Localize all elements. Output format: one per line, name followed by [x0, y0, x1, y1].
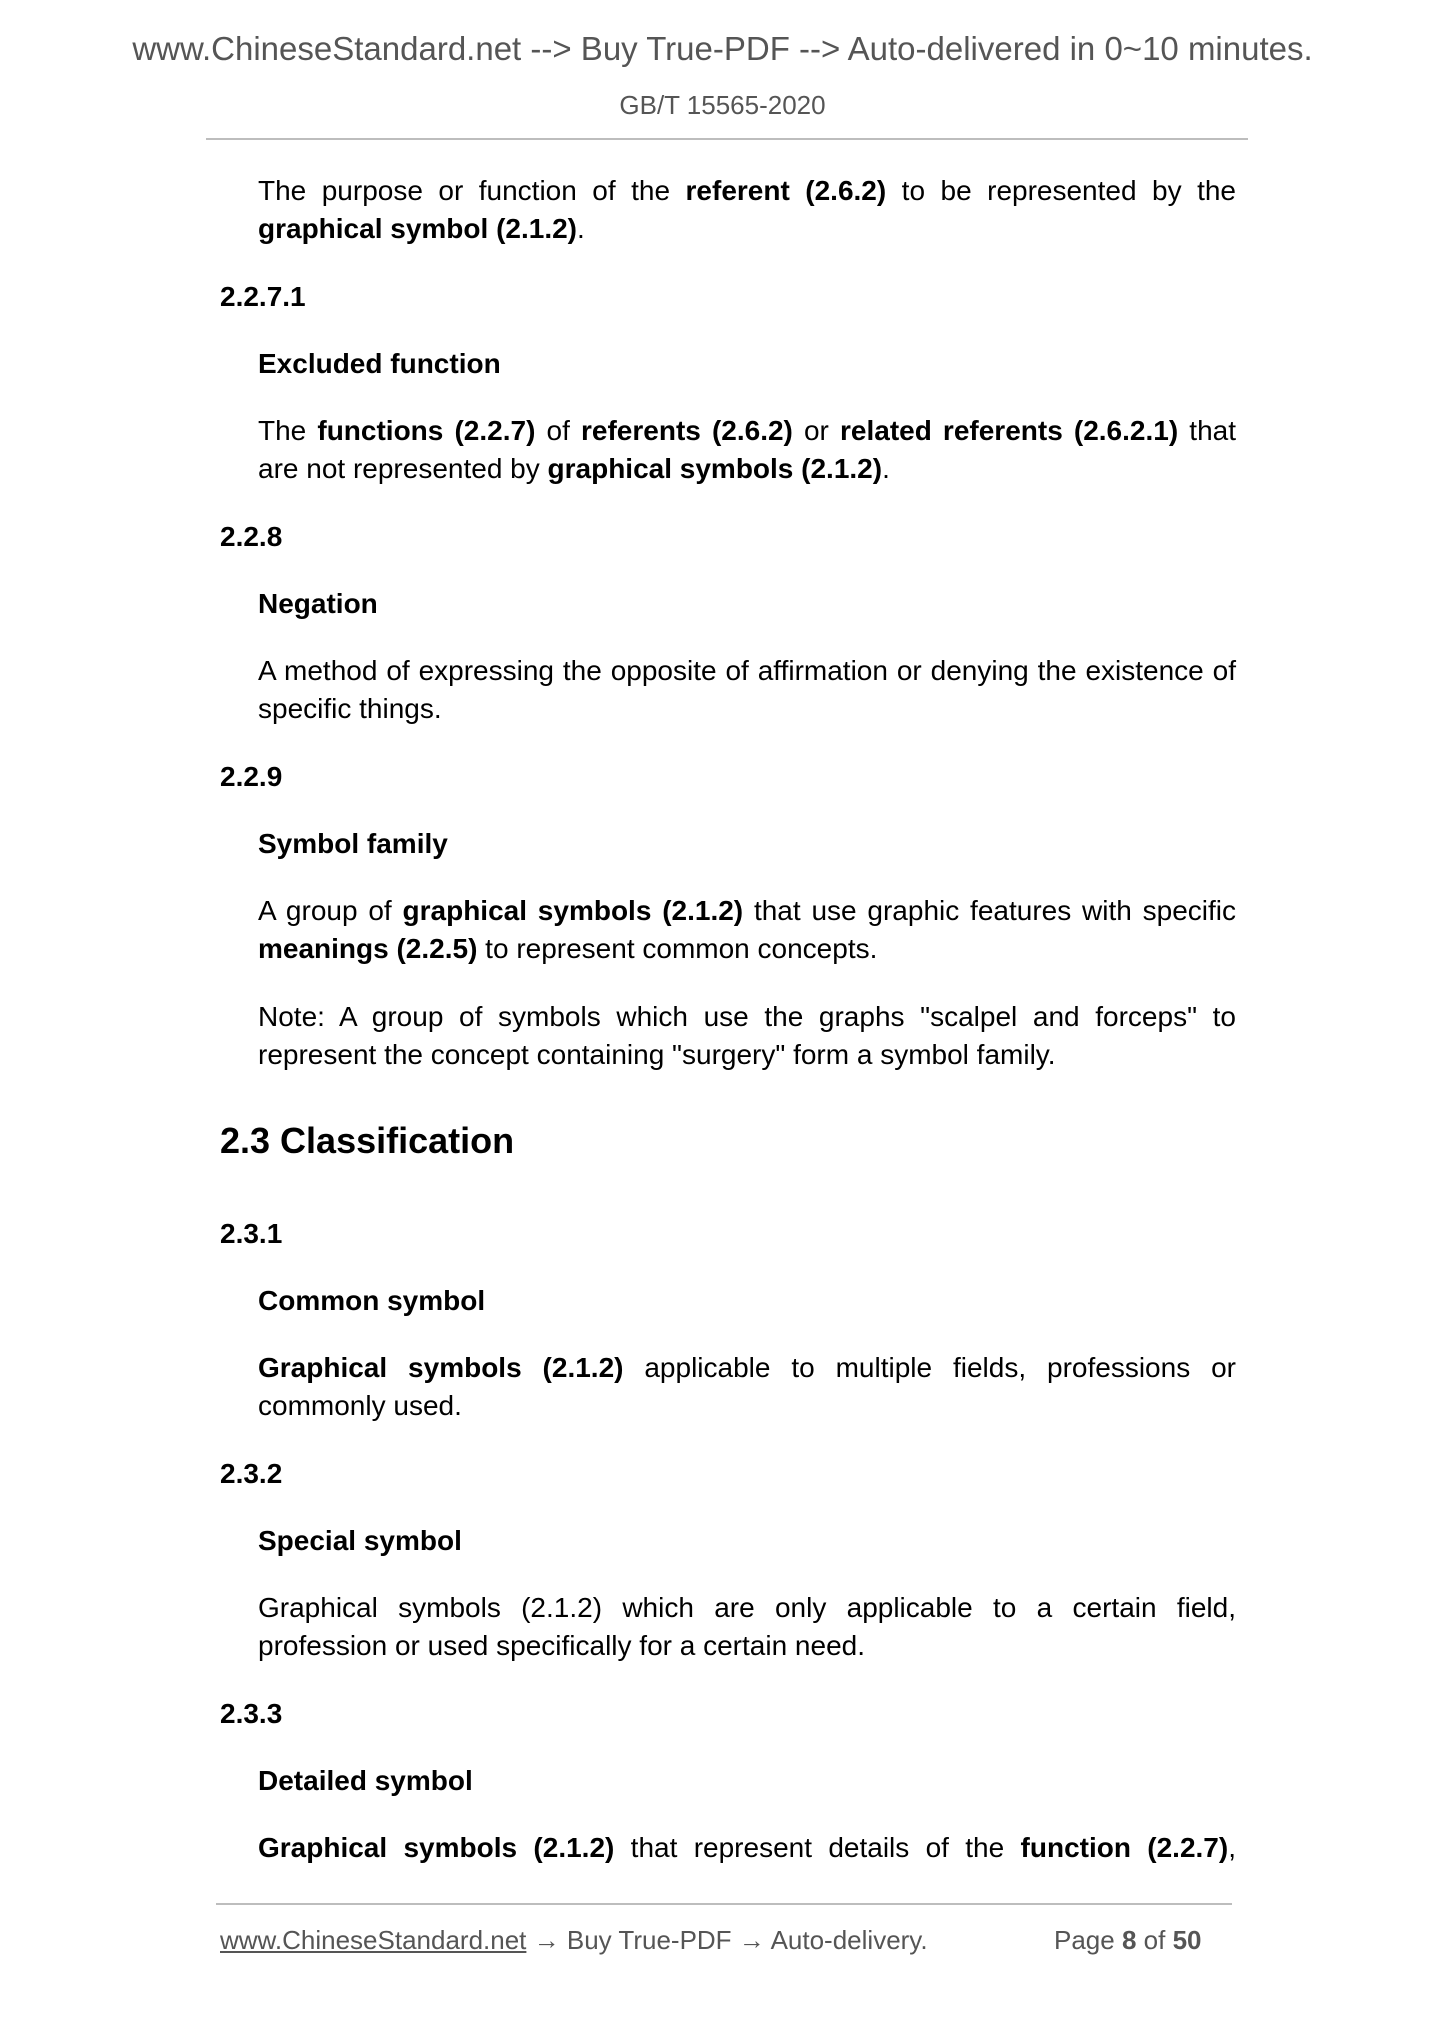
section-heading: 2.3 Classification — [220, 1120, 515, 1161]
term-title: Detailed symbol — [258, 1765, 473, 1796]
footer-divider — [216, 1903, 1232, 1905]
term-title: Symbol family — [258, 828, 448, 859]
clause-number: 2.2.7.1 — [220, 281, 306, 312]
term-definition: A method of expressing the opposite of affirmation or denying the existence of specific things. — [258, 655, 1236, 724]
term-definition: The functions (2.2.7) of referents (2.6.2) or related referents (2.6.2.1) that are not represented by graphical symbols (2.1.2). — [258, 415, 1236, 484]
term-title: Negation — [258, 588, 378, 619]
clause-number: 2.3.2 — [220, 1458, 283, 1489]
footer-site-link[interactable]: www.ChineseStandard.net — [220, 1925, 527, 1955]
footer-promo-text: → Buy True-PDF → Auto-delivery. — [526, 1925, 928, 1955]
term-title: Common symbol — [258, 1285, 486, 1316]
clause-number: 2.3.1 — [220, 1218, 283, 1249]
term-title: Excluded function — [258, 348, 501, 379]
term-title: Special symbol — [258, 1525, 462, 1556]
header-divider — [206, 138, 1248, 140]
current-page: 8 — [1121, 1925, 1137, 1955]
clause-number: 2.2.8 — [220, 521, 283, 552]
document-id: GB/T 15565-2020 — [619, 90, 826, 120]
intro-definition: The purpose or function of the referent (2.6.2) to be represented by the graphical symbol (2.1.2). — [258, 175, 1237, 244]
site-banner: www.ChineseStandard.net --> Buy True-PDF --> Auto-delivered in 0~10 minutes. — [132, 30, 1313, 67]
term-definition: A group of graphical symbols (2.1.2) that use graphic features with specific meanings (2.2.5) to represent common concepts. — [258, 895, 1236, 964]
total-pages: 50 — [1172, 1925, 1202, 1955]
page-indicator: Page 8 of 50 — [1054, 1925, 1202, 1955]
footer-promo — [220, 1923, 928, 1957]
clause-number: 2.3.3 — [220, 1698, 283, 1729]
term-definition: Graphical symbols (2.1.2) that represent details of the function (2.2.7), — [258, 1832, 1236, 1863]
term-definition: Graphical symbols (2.1.2) which are only applicable to a certain field, profession or used specifically for a certain need. — [258, 1592, 1236, 1661]
term-note: Note: A group of symbols which use the graphs "scalpel and forceps" to represent the concept containing "surgery" form a symbol family. — [258, 1001, 1236, 1070]
clause-number: 2.2.9 — [220, 761, 283, 792]
term-definition: Graphical symbols (2.1.2) applicable to multiple fields, professions or commonly used. — [258, 1352, 1236, 1421]
